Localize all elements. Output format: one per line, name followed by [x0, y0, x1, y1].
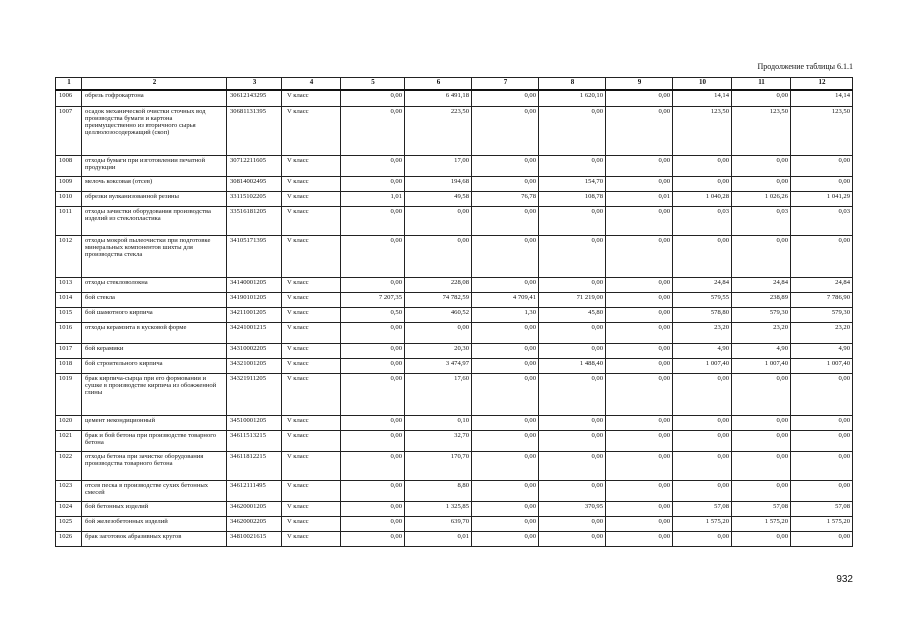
table-cell: 0,00: [472, 235, 539, 277]
table-cell: 0,00: [539, 430, 606, 451]
table-cell: 0,00: [606, 206, 673, 235]
table-cell: 0,00: [539, 531, 606, 546]
table-cell: 1 488,40: [539, 358, 606, 373]
table-cell: отсев песка в производстве сухих бетонных смесей: [82, 480, 227, 501]
table-cell: 0,00: [341, 415, 405, 430]
table-cell: 0,00: [539, 206, 606, 235]
table-cell: 0,00: [539, 322, 606, 343]
table-cell: 0,00: [405, 206, 472, 235]
table-cell: 17,60: [405, 373, 472, 415]
table-cell: 4 709,41: [472, 292, 539, 307]
table-cell: 1 007,40: [732, 358, 791, 373]
table-row: [56, 176, 853, 191]
table-cell: отходы мокрой пылеочистки при подготовке минеральных компонентов шихты для производства стекла: [82, 235, 227, 277]
table-cell: 370,95: [539, 501, 606, 516]
table-row: [56, 343, 853, 358]
table-row: [56, 322, 853, 343]
table-cell: 0,00: [732, 373, 791, 415]
table-cell: V класс: [282, 292, 341, 307]
table-row: [56, 451, 853, 480]
table-cell: 0,00: [606, 415, 673, 430]
table-cell: 0,00: [606, 531, 673, 546]
table-cell: 0,00: [539, 106, 606, 155]
table-cell: 228,08: [405, 277, 472, 292]
table-cell: 0,00: [732, 235, 791, 277]
table-cell: 0,00: [341, 155, 405, 176]
table-cell: 0,00: [732, 430, 791, 451]
table-row: [56, 277, 853, 292]
table-cell: 0,00: [791, 373, 853, 415]
table-cell: 57,08: [673, 501, 732, 516]
table-cell: 194,68: [405, 176, 472, 191]
table-cell: обрезки вулканизованной резины: [82, 191, 227, 206]
table-cell: 0,00: [606, 358, 673, 373]
table-cell: 0,00: [472, 90, 539, 106]
table-row: [56, 358, 853, 373]
table-cell: 0,00: [606, 373, 673, 415]
table-cell: 14,14: [673, 90, 732, 106]
table-row: [56, 206, 853, 235]
table-cell: 49,58: [405, 191, 472, 206]
table-cell: 0,00: [606, 501, 673, 516]
table-cell: 1009: [56, 176, 82, 191]
table-cell: 578,80: [673, 307, 732, 322]
table-cell: 34510001205: [227, 415, 282, 430]
table-cell: 34105171395: [227, 235, 282, 277]
table-cell: 0,00: [606, 155, 673, 176]
table-cell: 460,52: [405, 307, 472, 322]
table-cell: 45,80: [539, 307, 606, 322]
table-cell: 123,50: [732, 106, 791, 155]
table-cell: 0,00: [732, 155, 791, 176]
table-cell: V класс: [282, 206, 341, 235]
table-row: [56, 191, 853, 206]
table-cell: 30612143295: [227, 90, 282, 106]
table-cell: V класс: [282, 480, 341, 501]
table-cell: 0,00: [606, 451, 673, 480]
table-cell: 0,00: [472, 501, 539, 516]
table-cell: 30681131395: [227, 106, 282, 155]
table-cell: 34140001205: [227, 277, 282, 292]
table-cell: мелочь коксовая (отсев): [82, 176, 227, 191]
table-cell: V класс: [282, 90, 341, 106]
table-cell: 0,10: [405, 415, 472, 430]
table-body: [56, 90, 853, 546]
table-cell: 0,00: [732, 480, 791, 501]
table-cell: 3 474,97: [405, 358, 472, 373]
table-cell: 0,00: [472, 277, 539, 292]
table-cell: 1008: [56, 155, 82, 176]
table-cell: V класс: [282, 155, 341, 176]
table-cell: 1 325,85: [405, 501, 472, 516]
table-cell: 30712211605: [227, 155, 282, 176]
table-cell: отходы керамзита в кусковой форме: [82, 322, 227, 343]
table-cell: 24,84: [732, 277, 791, 292]
table-cell: 0,00: [673, 480, 732, 501]
table-cell: 34810021615: [227, 531, 282, 546]
table-cell: 0,00: [673, 430, 732, 451]
table-cell: 0,00: [791, 480, 853, 501]
table-cell: 23,20: [791, 322, 853, 343]
table-cell: 1019: [56, 373, 82, 415]
table-cell: 0,00: [539, 235, 606, 277]
table-cell: 1020: [56, 415, 82, 430]
waste-data-table: [55, 77, 853, 547]
table-cell: 0,00: [606, 90, 673, 106]
table-cell: 0,00: [606, 176, 673, 191]
table-cell: 76,78: [472, 191, 539, 206]
table-cell: 0,00: [472, 358, 539, 373]
table-cell: 0,00: [472, 430, 539, 451]
table-cell: отходы зачистки оборудования производства изделий из стеклопластика: [82, 206, 227, 235]
table-row: [56, 307, 853, 322]
table-cell: 7 207,35: [341, 292, 405, 307]
table-cell: 0,00: [341, 516, 405, 531]
table-cell: 154,70: [539, 176, 606, 191]
table-cell: бой шамотного кирпича: [82, 307, 227, 322]
table-cell: 0,01: [405, 531, 472, 546]
column-header: 8: [539, 78, 606, 91]
table-cell: 6 491,18: [405, 90, 472, 106]
table-cell: 238,89: [732, 292, 791, 307]
table-cell: 71 219,00: [539, 292, 606, 307]
table-cell: 0,00: [539, 155, 606, 176]
table-cell: 579,30: [791, 307, 853, 322]
table-row: [56, 106, 853, 155]
table-cell: 4,90: [732, 343, 791, 358]
table-cell: 1 575,20: [673, 516, 732, 531]
table-cell: V класс: [282, 358, 341, 373]
table-cell: 0,00: [732, 90, 791, 106]
table-cell: V класс: [282, 235, 341, 277]
table-cell: 1 007,40: [673, 358, 732, 373]
table-cell: 0,00: [539, 480, 606, 501]
table-cell: 34620001205: [227, 501, 282, 516]
table-cell: 0,00: [791, 451, 853, 480]
page-number: 932: [836, 574, 853, 585]
table-cell: 1018: [56, 358, 82, 373]
table-cell: 0,00: [606, 343, 673, 358]
table-cell: 0,00: [472, 373, 539, 415]
table-cell: 0,00: [405, 322, 472, 343]
table-row: [56, 516, 853, 531]
table-cell: 0,00: [673, 415, 732, 430]
table-cell: бой строительного кирпича: [82, 358, 227, 373]
table-cell: 57,08: [791, 501, 853, 516]
table-row: [56, 292, 853, 307]
table-cell: V класс: [282, 415, 341, 430]
table-cell: осадок механической очистки сточных вод производства бумаги и картона преимущественно из вторичного сырья целлюлозосодержащий (скоп): [82, 106, 227, 155]
table-cell: 123,50: [791, 106, 853, 155]
table-row: [56, 531, 853, 546]
table-cell: 639,70: [405, 516, 472, 531]
table-cell: 30814002495: [227, 176, 282, 191]
table-cell: 0,00: [732, 415, 791, 430]
table-cell: 34321001205: [227, 358, 282, 373]
table-cell: 0,00: [673, 451, 732, 480]
table-cell: 0,00: [341, 501, 405, 516]
table-cell: 1,01: [341, 191, 405, 206]
table-cell: 8,80: [405, 480, 472, 501]
table-cell: 20,30: [405, 343, 472, 358]
table-cell: 0,00: [472, 516, 539, 531]
table-cell: V класс: [282, 322, 341, 343]
table-cell: 0,00: [341, 235, 405, 277]
table-cell: 0,00: [732, 176, 791, 191]
table-cell: 0,00: [539, 415, 606, 430]
table-cell: 1021: [56, 430, 82, 451]
table-cell: 33516181205: [227, 206, 282, 235]
table-header-row: [56, 78, 853, 91]
table-row: [56, 430, 853, 451]
table-cell: 0,00: [673, 176, 732, 191]
table-cell: 0,00: [606, 106, 673, 155]
table-cell: 0,00: [341, 176, 405, 191]
table-cell: 0,00: [472, 106, 539, 155]
table-cell: 579,55: [673, 292, 732, 307]
table-cell: 0,00: [791, 176, 853, 191]
table-cell: 1 040,28: [673, 191, 732, 206]
table-cell: 0,00: [791, 235, 853, 277]
table-cell: V класс: [282, 373, 341, 415]
table-row: [56, 480, 853, 501]
table-cell: 0,00: [472, 451, 539, 480]
table-cell: отходы стекловолокна: [82, 277, 227, 292]
column-header: 4: [282, 78, 341, 91]
table-cell: 1 575,20: [791, 516, 853, 531]
table-cell: 0,00: [539, 373, 606, 415]
column-header: 5: [341, 78, 405, 91]
table-cell: 1010: [56, 191, 82, 206]
table-cell: 0,00: [341, 358, 405, 373]
column-header: 2: [82, 78, 227, 91]
table-cell: 1007: [56, 106, 82, 155]
table-cell: 0,00: [673, 235, 732, 277]
table-cell: V класс: [282, 191, 341, 206]
table-cell: 0,50: [341, 307, 405, 322]
table-cell: 1 007,40: [791, 358, 853, 373]
table-cell: 0,00: [472, 206, 539, 235]
table-cell: 0,00: [606, 430, 673, 451]
table-cell: 34611812215: [227, 451, 282, 480]
table-cell: 1016: [56, 322, 82, 343]
table-cell: 0,00: [606, 516, 673, 531]
table-cell: 0,00: [341, 451, 405, 480]
table-cell: 0,00: [791, 430, 853, 451]
table-cell: обрезь гофрокартона: [82, 90, 227, 106]
table-row: [56, 235, 853, 277]
table-cell: 0,03: [791, 206, 853, 235]
table-cell: 223,50: [405, 106, 472, 155]
table-cell: 1022: [56, 451, 82, 480]
table-cell: 0,00: [341, 106, 405, 155]
table-cell: 34321911205: [227, 373, 282, 415]
table-row: [56, 373, 853, 415]
table-cell: брак и бой бетона при производстве товарного бетона: [82, 430, 227, 451]
table-cell: 4,90: [673, 343, 732, 358]
table-cell: 1006: [56, 90, 82, 106]
table-cell: 34310002205: [227, 343, 282, 358]
column-header: 11: [732, 78, 791, 91]
table-cell: бой бетонных изделий: [82, 501, 227, 516]
table-cell: 14,14: [791, 90, 853, 106]
table-cell: 1,30: [472, 307, 539, 322]
table-cell: 0,00: [341, 531, 405, 546]
table-cell: 0,00: [472, 322, 539, 343]
table-row: [56, 90, 853, 106]
table-cell: 32,70: [405, 430, 472, 451]
table-cell: V класс: [282, 501, 341, 516]
table-cell: 123,50: [673, 106, 732, 155]
table-cell: 34612111495: [227, 480, 282, 501]
table-cell: 0,00: [539, 277, 606, 292]
table-row: [56, 501, 853, 516]
table-cell: 0,00: [472, 343, 539, 358]
table-cell: 0,00: [673, 373, 732, 415]
table-cell: V класс: [282, 106, 341, 155]
table-row: [56, 415, 853, 430]
table-cell: 0,00: [341, 343, 405, 358]
column-header: 9: [606, 78, 673, 91]
table-cell: 0,03: [673, 206, 732, 235]
table-cell: 0,00: [341, 206, 405, 235]
table-cell: V класс: [282, 307, 341, 322]
table-cell: 0,00: [539, 451, 606, 480]
table-cell: 1026: [56, 531, 82, 546]
table-cell: бой железобетонных изделий: [82, 516, 227, 531]
table-cell: 0,00: [341, 277, 405, 292]
table-cell: 579,30: [732, 307, 791, 322]
table-cell: 0,00: [732, 531, 791, 546]
table-cell: 0,00: [472, 531, 539, 546]
table-cell: 0,00: [791, 531, 853, 546]
table-cell: 1025: [56, 516, 82, 531]
table-cell: 1023: [56, 480, 82, 501]
table-cell: 170,70: [405, 451, 472, 480]
table-cell: 0,00: [405, 235, 472, 277]
table-cell: V класс: [282, 277, 341, 292]
table-cell: 74 782,59: [405, 292, 472, 307]
table-cell: 0,00: [791, 415, 853, 430]
table-cell: 0,00: [341, 90, 405, 106]
table-row: [56, 155, 853, 176]
table-cell: 1015: [56, 307, 82, 322]
table-cell: 24,84: [673, 277, 732, 292]
table-cell: 34190101205: [227, 292, 282, 307]
table-cell: 34241001215: [227, 322, 282, 343]
table-cell: 1013: [56, 277, 82, 292]
table-cell: 1024: [56, 501, 82, 516]
table-cell: 0,00: [341, 480, 405, 501]
table-cell: 0,00: [341, 430, 405, 451]
column-header: 7: [472, 78, 539, 91]
table-cell: брак заготовок абразивных кругов: [82, 531, 227, 546]
table-cell: 34211001205: [227, 307, 282, 322]
table-cell: 1 041,29: [791, 191, 853, 206]
column-header: 10: [673, 78, 732, 91]
table-cell: 0,00: [606, 480, 673, 501]
table-cell: V класс: [282, 516, 341, 531]
table-cell: 0,00: [606, 307, 673, 322]
table-cell: 23,20: [673, 322, 732, 343]
table-cell: 34620002205: [227, 516, 282, 531]
table-cell: 1 620,10: [539, 90, 606, 106]
table-cell: 0,00: [472, 176, 539, 191]
table-cell: 0,00: [673, 155, 732, 176]
table-cell: бой стекла: [82, 292, 227, 307]
table-cell: 0,00: [791, 155, 853, 176]
table-cell: 1014: [56, 292, 82, 307]
table-cell: 1012: [56, 235, 82, 277]
table-cell: 0,00: [606, 277, 673, 292]
table-cell: 1017: [56, 343, 82, 358]
column-header: 12: [791, 78, 853, 91]
table-cell: 0,01: [606, 191, 673, 206]
table-cell: 24,84: [791, 277, 853, 292]
table-cell: V класс: [282, 451, 341, 480]
table-cell: 0,00: [341, 322, 405, 343]
table-cell: 0,00: [673, 531, 732, 546]
table-cell: отходы бетона при зачистке оборудования производства товарного бетона: [82, 451, 227, 480]
table-cell: V класс: [282, 343, 341, 358]
table-cell: 57,08: [732, 501, 791, 516]
table-cell: 0,00: [606, 322, 673, 343]
table-cell: 0,03: [732, 206, 791, 235]
table-cell: 34611513215: [227, 430, 282, 451]
table-cell: V класс: [282, 531, 341, 546]
column-header: 1: [56, 78, 82, 91]
table-cell: 1 026,26: [732, 191, 791, 206]
table-cell: 0,00: [539, 516, 606, 531]
table-cell: 1011: [56, 206, 82, 235]
table-cell: цемент некондиционный: [82, 415, 227, 430]
table-cell: 33115102205: [227, 191, 282, 206]
table-cell: 0,00: [539, 343, 606, 358]
table-cell: бой керамики: [82, 343, 227, 358]
table-cell: 0,00: [341, 373, 405, 415]
table-cell: 0,00: [732, 451, 791, 480]
table-cell: 0,00: [472, 415, 539, 430]
table-cell: V класс: [282, 176, 341, 191]
table-cell: 7 786,90: [791, 292, 853, 307]
table-cell: 1 575,20: [732, 516, 791, 531]
column-header: 3: [227, 78, 282, 91]
table-cell: брак кирпича-сырца при его формовании и сушке в производстве кирпича из обожженной глины: [82, 373, 227, 415]
table-cell: 108,78: [539, 191, 606, 206]
table-cell: V класс: [282, 430, 341, 451]
column-header: 6: [405, 78, 472, 91]
table-cell: 0,00: [606, 292, 673, 307]
table-cell: 23,20: [732, 322, 791, 343]
table-cell: 0,00: [472, 155, 539, 176]
table-cell: 0,00: [472, 480, 539, 501]
table-cell: 17,00: [405, 155, 472, 176]
table-cell: 0,00: [606, 235, 673, 277]
table-cell: 4,90: [791, 343, 853, 358]
table-caption: Продолжение таблицы 6.1.1: [757, 62, 853, 71]
table-cell: отходы бумаги при изготовлении печатной продукции: [82, 155, 227, 176]
